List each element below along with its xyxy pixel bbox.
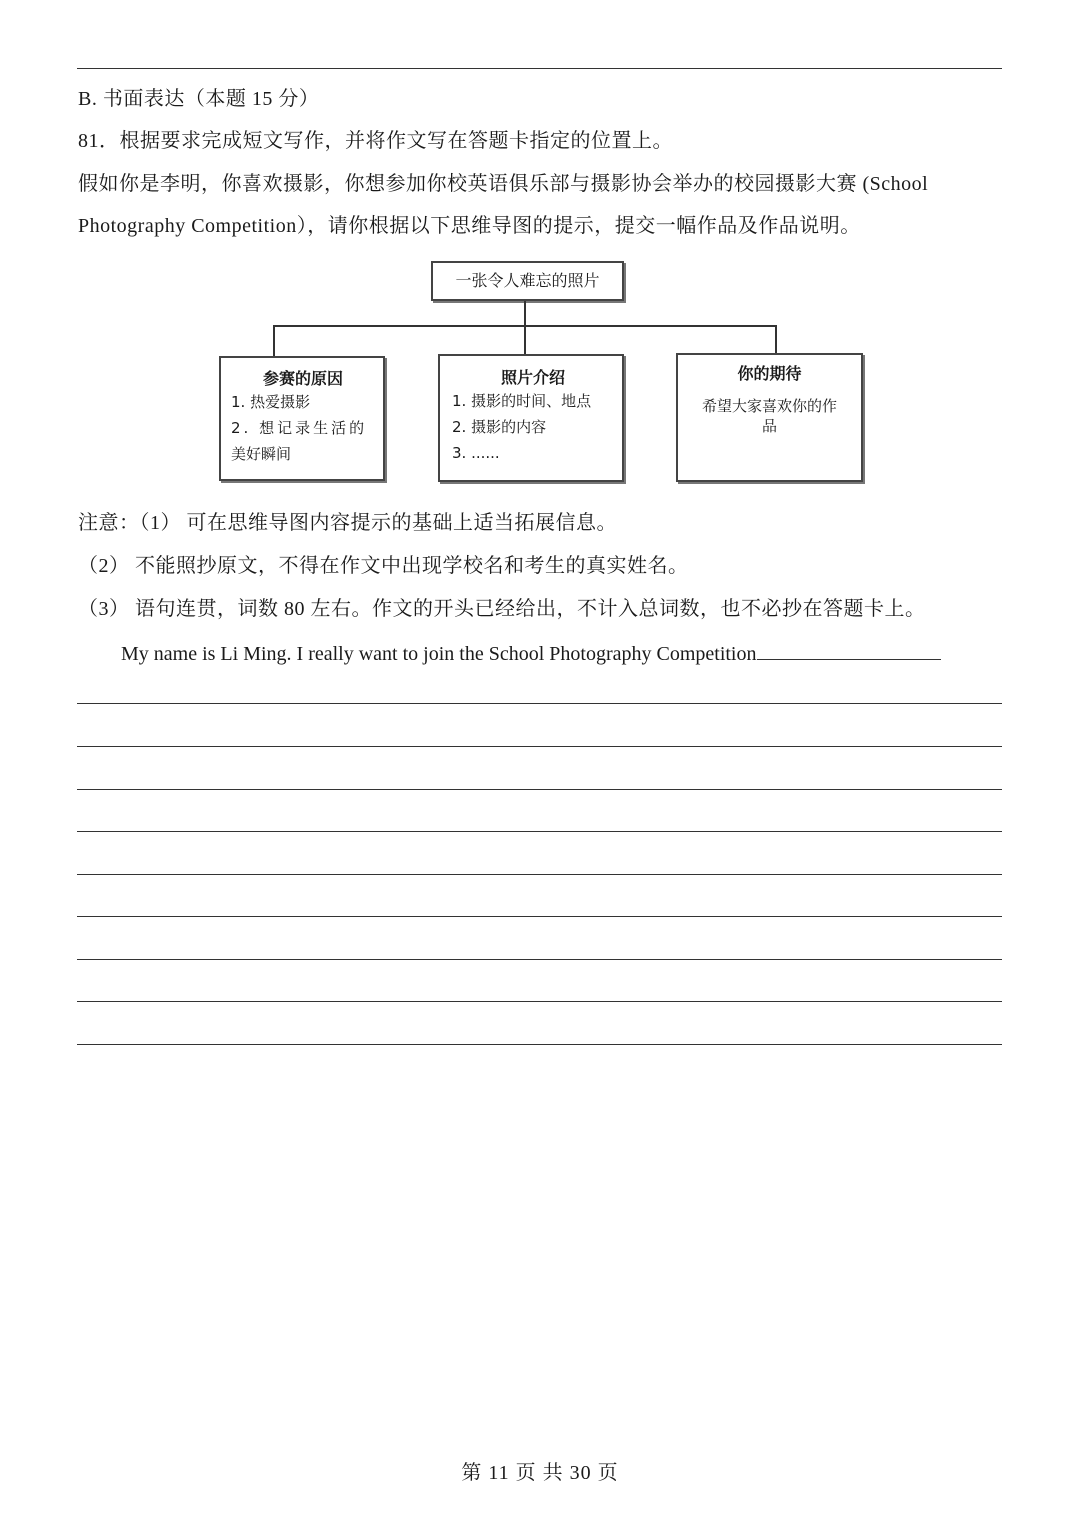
answer-line[interactable] — [77, 916, 1002, 917]
mindmap-root-label: 一张令人难忘的照片 — [455, 271, 600, 290]
branch-expectation-item2: 品 — [761, 417, 777, 435]
top-rule — [77, 68, 1002, 69]
branch-photo-item2: 2. 摄影的内容 — [452, 418, 547, 436]
connector-left — [273, 325, 275, 356]
branch-reasons-title: 参赛的原因 — [262, 369, 343, 388]
branch-reasons-item1: 1. 热爱摄影 — [231, 393, 311, 411]
note-3: （3） 语句连贯，词数 80 左右。作文的开头已经给出，不计入总词数，也不必抄在答题卡上。 — [78, 598, 926, 620]
section-heading: B. 书面表达（本题 15 分） — [78, 88, 320, 110]
note-2: （2） 不能照抄原文，不得在作文中出现学校名和考生的真实姓名。 — [78, 555, 689, 577]
answer-line[interactable] — [77, 1044, 1002, 1045]
branch-expectation-title: 你的期待 — [737, 364, 802, 383]
answer-line[interactable] — [77, 874, 1002, 875]
connector-root-stem — [524, 301, 526, 326]
essay-blank[interactable] — [757, 639, 941, 660]
mindmap-branch-expectation — [676, 353, 863, 482]
branch-expectation-item1: 希望大家喜欢你的作 — [701, 397, 837, 415]
branch-photo-title: 照片介绍 — [500, 368, 565, 387]
essay-opening: My name is Li Ming. I really want to join the School Photography Competition — [121, 643, 757, 665]
answer-line[interactable] — [77, 746, 1002, 747]
answer-line[interactable] — [77, 789, 1002, 790]
connector-middle — [524, 325, 526, 354]
connector-right — [775, 325, 777, 353]
question-instruction: 81．根据要求完成短文写作，并将作文写在答题卡指定的位置上。 — [78, 130, 673, 152]
question-prompt-line1: 假如你是李明，你喜欢摄影，你想参加你校英语俱乐部与摄影协会举办的校园摄影大赛 (School — [78, 173, 929, 195]
mindmap-branch-photo — [438, 354, 624, 482]
answer-line[interactable] — [77, 959, 1002, 960]
branch-photo-item3: 3. ...... — [452, 444, 500, 462]
answer-line[interactable] — [77, 1001, 1002, 1002]
answer-line[interactable] — [77, 831, 1002, 832]
branch-reasons-item3: 美好瞬间 — [231, 445, 292, 463]
note-1: 注意：（1） 可在思维导图内容提示的基础上适当拓展信息。 — [78, 512, 617, 534]
mindmap-root — [431, 261, 624, 301]
mindmap-branch-reasons — [219, 356, 385, 481]
branch-photo-item1: 1. 摄影的时间、地点 — [452, 392, 592, 410]
branch-reasons-item2: 2. 想记录生活的 — [231, 419, 368, 437]
question-prompt-line2: Photography Competition），请你根据以下思维导图的提示，提交一幅作品及作品说明。 — [78, 215, 861, 237]
answer-line[interactable] — [77, 703, 1002, 704]
essay-opening-line — [121, 639, 941, 667]
page-footer: 第 11 页 共 30 页 — [461, 1462, 619, 1484]
